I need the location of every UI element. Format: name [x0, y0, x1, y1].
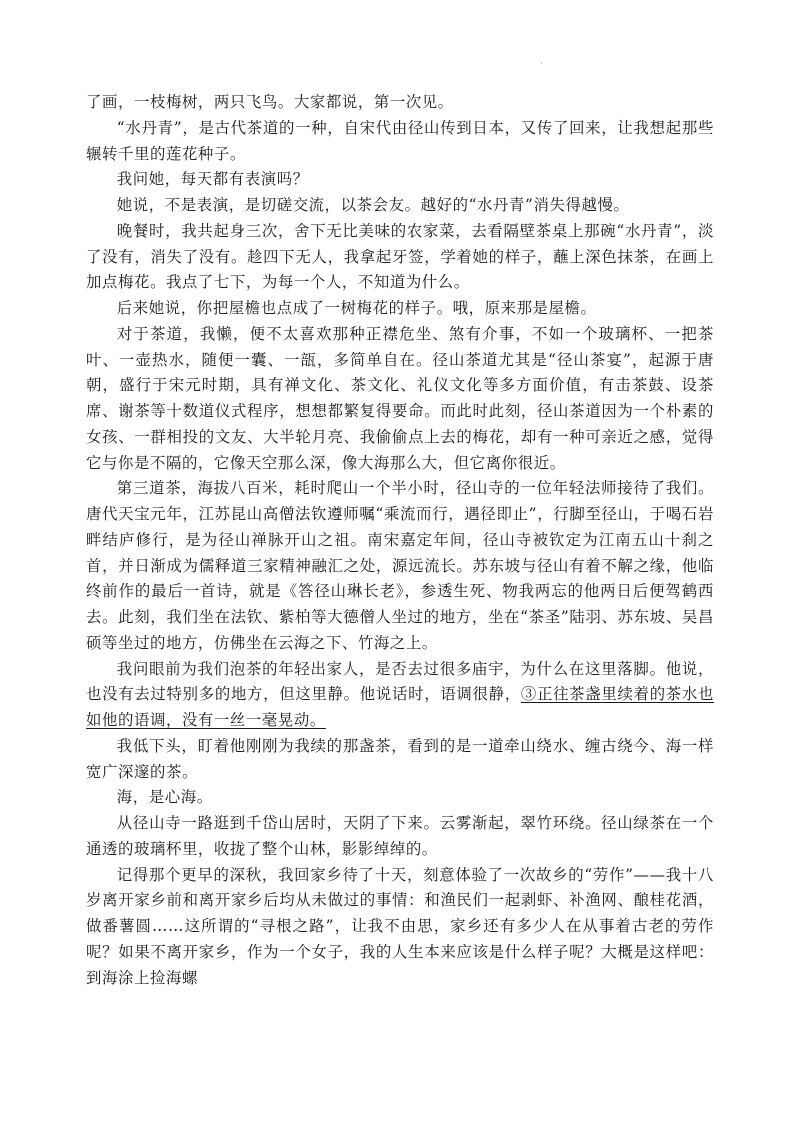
paragraph-text: 后来她说，你把屋檐也点成了一树梅花的样子。哦，原来那是屋檐。 — [116, 299, 597, 317]
paragraph — [86, 90, 714, 116]
paragraph-text: 海，是心海。 — [116, 788, 213, 807]
paragraph — [86, 322, 714, 477]
paragraph — [86, 296, 714, 322]
paragraph-text: 记得那个更早的深秋，我回家乡待了十天，刻意体验了一次故乡的“劳作”——我十八岁离开家乡前和离开家乡后均从未做过的事情：和渔民们一起剥虾、补渔网、酿桂花酒，做番薯圆……这所谓的“寻根之路”，让我不由思，家乡还有多少人在从事着古老的劳作呢？如果不离开家乡，作为一个女子，我的人生本来应该是什么样子呢？大概是这样吧：到海涂上捡海螺 — [86, 865, 714, 987]
paragraph-text: 晚餐时，我共起身三次，舍下无比美味的农家菜，去看隔壁茶桌上那碗“水丹青”，淡了没有，消失了没有。趁四下无人，我拿起牙签，学着她的样子，蘸上深色抹茶，在画上加点梅花。我点了七下，为每一个人，不知道为什么。 — [86, 221, 714, 292]
paragraph-text: 从径山寺一路逛到千岱山居时，天阴了下来。云雾渐起，翠竹环绕。径山绿茶在一个通透的玻璃杯里，收拢了整个山林，影影绰绰的。 — [86, 814, 714, 858]
paragraph-text: 对于茶道，我懒，便不太喜欢那种正襟危坐、煞有介事，不如一个玻璃杯、一把茶叶、一壶热水，随便一囊、一瓿，多简单自在。径山茶道尤其是“径山茶宴”，起源于唐朝，盛行于宋元时期，具有禅文化、茶文化、礼仪文化等多方面价值，有击茶鼓、设茶席、谢茶等十数道仪式程序，想想都繁复得要命。而此时此刻，径山茶道因为一个朴素的女孩、一群相投的文友、大半轮月亮、我偷偷点上去的梅花，却有一种可亲近之感，觉得它与你是不隔的，它像天空那么深，像大海那么大，但它离你很近。 — [86, 324, 714, 472]
paragraph-text: 我低下头，盯着他刚刚为我续的那盏茶，看到的是一道牵山绕水、缠古绕今、海一样宽广深邃的茶。 — [86, 736, 714, 781]
paragraph — [86, 167, 714, 193]
paragraph-text: 我问眼前为我们泡茶的年轻出家人，是否去过很多庙宇，为什么在这里落脚。他说，也没有去过特别多的地方，但这里静。他说话时，语调很静， — [86, 659, 714, 704]
paragraph — [86, 734, 714, 786]
underlined-sentence: ③正往茶盏里续着的茶水也如他的语调，没有一丝一毫晃动。 — [86, 685, 715, 729]
page-mark: · — [540, 59, 543, 69]
paragraph — [86, 863, 714, 992]
paragraph-text: 她说，不是表演，是切磋交流，以茶会友。越好的“水丹青”消失得越慢。 — [116, 196, 630, 214]
paragraph — [86, 219, 714, 296]
paragraph — [86, 811, 714, 863]
paragraph — [86, 785, 714, 811]
paragraph-text: “水丹青”，是古代茶道的一种，自宋代由径山传到日本，又传了回来，让我想起那些辗转千里的莲花种子。 — [86, 118, 714, 163]
paragraph — [86, 657, 714, 734]
paragraph-text: 了画，一枝梅树，两只飞鸟。大家都说，第一次见。 — [86, 93, 454, 111]
paragraph-text: 第三道茶，海拔八百米，耗时爬山一个半小时，径山寺的一位年轻法师接待了我们。唐代天宝元年，江苏昆山高僧法钦遵师嘱“乘流而行，遇径即止”，行脚至径山，于喝石岩畔结庐修行，是为径山禅脉开山之祖。南宋嘉定年间，径山寺被钦定为江南五山十刹之首，并日渐成为儒释道三家精神融汇之处，源远流长。苏东坡与径山有着不解之缘，他临终前作的最后一首诗，就是《答径山琳长老》，参透生死、物我两忘的他两日后便驾鹤西去。此刻，我们坐在法钦、紫柏等大德僧人坐过的地方，坐在“茶圣”陆羽、苏东坡、吴昌硕等坐过的地方，仿佛坐在云海之下、竹海之上。 — [86, 479, 714, 652]
article-body — [86, 90, 714, 991]
paragraph-text: 我问她，每天都有表演吗？ — [116, 170, 309, 189]
paragraph — [86, 193, 714, 219]
paragraph — [86, 476, 714, 656]
paragraph — [86, 116, 714, 168]
